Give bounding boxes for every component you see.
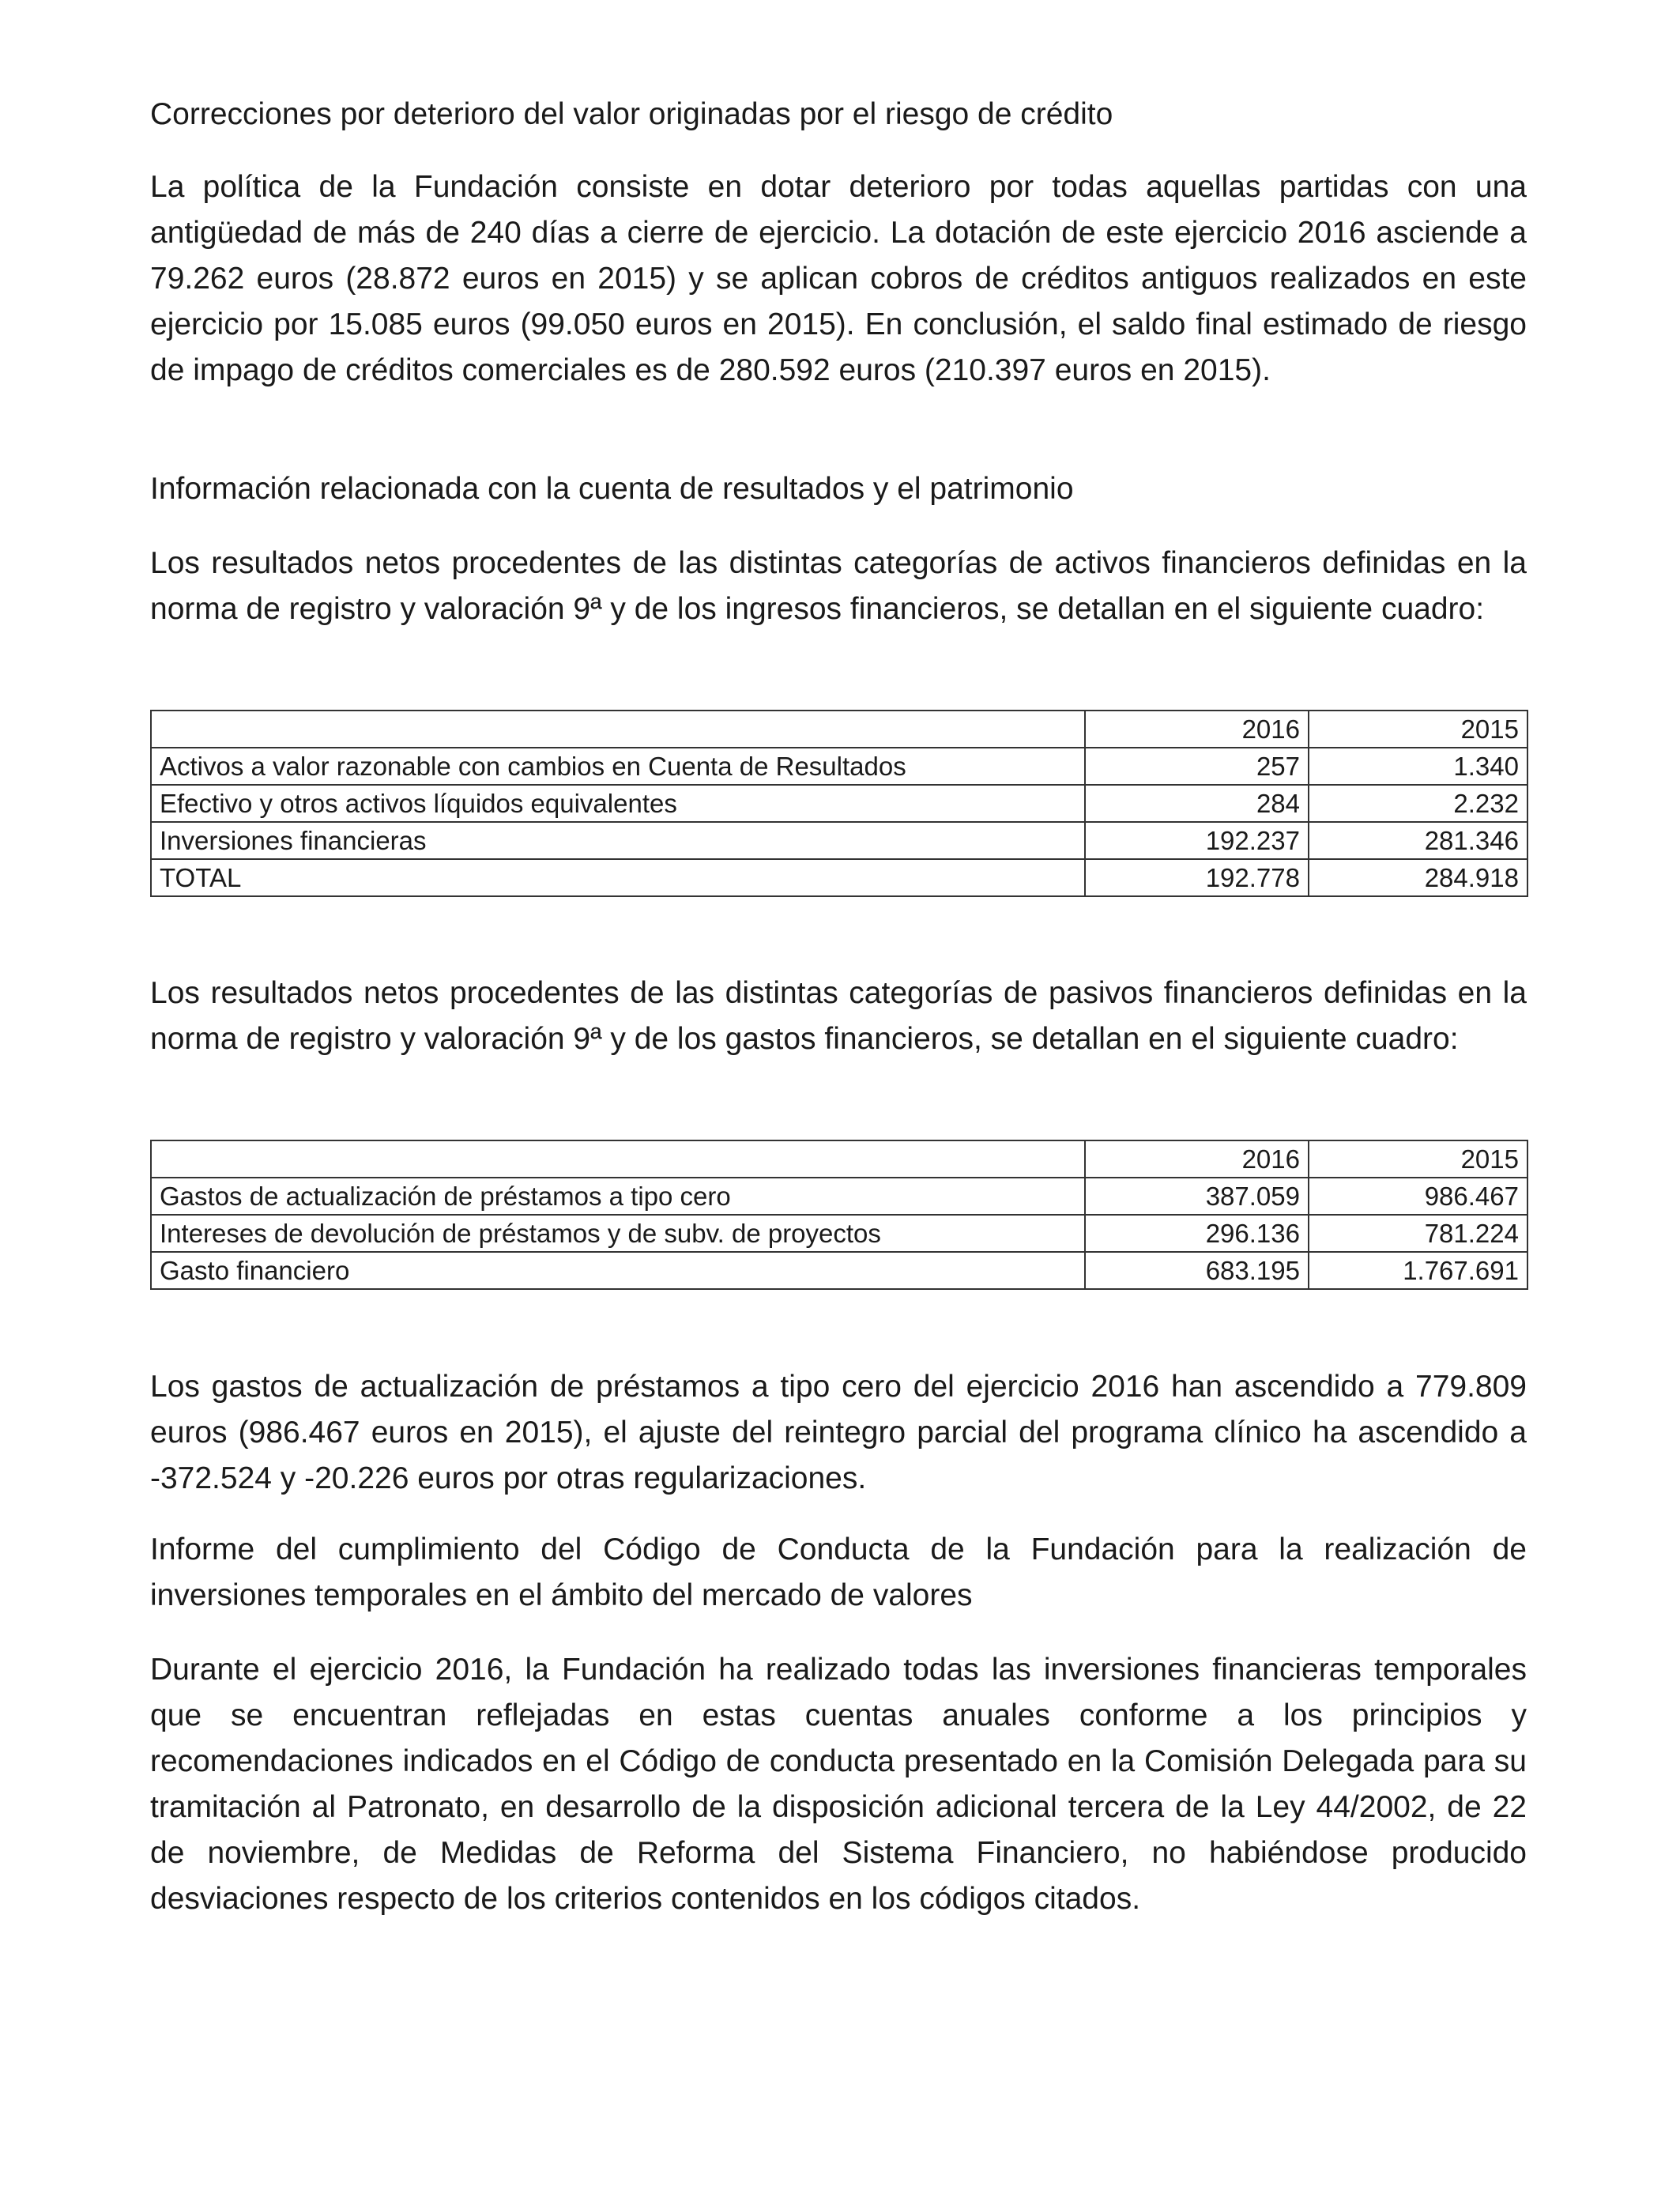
value-2016: 387.059 <box>1085 1178 1309 1215</box>
header-cell-2016: 2016 <box>1085 711 1309 748</box>
row-label: Intereses de devolución de préstamos y de subv. de proyectos <box>151 1215 1085 1252</box>
paragraph-financial-assets-intro: Los resultados netos procedentes de las distintas categorías de activos financieros definidas en la norma de registro y valoración 9ª y de los ingresos financieros, se detallan en el siguiente cuadro: <box>150 546 1527 626</box>
paragraph-code-compliance: Durante el ejercicio 2016, la Fundación ha realizado todas las inversiones financieras temporales que se encuentran reflejadas en estas cuentas anuales conforme a los principios y recomendaciones indicados en el Código de conducta presentado en la Comisión Delegada para su tramitación al Patronato, en desarrollo de la disposición adicional tercera de la Ley 44/2002, de 22 de noviembre, de Medidas de Reforma del Sistema Financiero, no habiéndose producido desviaciones respecto de los criterios contenidos en los códigos citados. <box>150 1653 1527 1916</box>
value-2015: 284.918 <box>1309 859 1527 896</box>
row-label: Gastos de actualización de préstamos a tipo cero <box>151 1178 1085 1215</box>
paragraph-impairment-policy: La política de la Fundación consiste en dotar deterioro por todas aquellas partidas con una antigüedad de más de 240 días a cierre de ejercicio. La dotación de este ejercicio 2016 asciende a 79.262 euros (28.872 euros en 2015) y se aplican cobros de créditos antiguos realizados en este ejercicio por 15.085 euros (99.050 euros en 2015). En conclusión, el saldo final estimado de riesgo de impago de créditos comerciales es de 280.592 euros (210.397 euros en 2015). <box>150 170 1527 387</box>
value-2015: 2.232 <box>1309 785 1527 822</box>
section-heading-credit-impairment: Correcciones por deterioro del valor originadas por el riesgo de crédito <box>150 97 1113 131</box>
value-2016: 192.778 <box>1085 859 1309 896</box>
value-2015: 986.467 <box>1309 1178 1527 1215</box>
value-2016: 257 <box>1085 748 1309 785</box>
row-label: TOTAL <box>151 859 1085 896</box>
header-cell-2015: 2015 <box>1309 711 1527 748</box>
header-cell-2015: 2015 <box>1309 1140 1527 1178</box>
financial-liabilities-table <box>150 1140 1528 1290</box>
section-heading-code-of-conduct: Informe del cumplimiento del Código de Conducta de la Fundación para la realización de inversiones temporales en el ámbito del mercado de valores <box>150 1532 1527 1612</box>
header-cell-label <box>151 1140 1085 1178</box>
financial-assets-table <box>150 710 1528 897</box>
table-header-row <box>151 1140 1527 1178</box>
header-cell-2016: 2016 <box>1085 1140 1309 1178</box>
header-cell-label <box>151 711 1085 748</box>
value-2016: 296.136 <box>1085 1215 1309 1252</box>
table-total-row <box>151 859 1527 896</box>
row-label: Inversiones financieras <box>151 822 1085 859</box>
table-total-row <box>151 1252 1527 1289</box>
table-row <box>151 1215 1527 1252</box>
section-heading-results-info: Información relacionada con la cuenta de resultados y el patrimonio <box>150 472 1074 506</box>
value-2015: 1.767.691 <box>1309 1252 1527 1289</box>
value-2015: 281.346 <box>1309 822 1527 859</box>
value-2015: 781.224 <box>1309 1215 1527 1252</box>
table-header-row <box>151 711 1527 748</box>
value-2016: 284 <box>1085 785 1309 822</box>
row-label: Efectivo y otros activos líquidos equivalentes <box>151 785 1085 822</box>
table-row <box>151 785 1527 822</box>
row-label: Activos a valor razonable con cambios en Cuenta de Resultados <box>151 748 1085 785</box>
row-label: Gasto financiero <box>151 1252 1085 1289</box>
value-2015: 1.340 <box>1309 748 1527 785</box>
paragraph-loan-update-costs: Los gastos de actualización de préstamos a tipo cero del ejercicio 2016 han ascendido a 779.809 euros (986.467 euros en 2015), el ajuste del reintegro parcial del programa clínico ha ascendido a -372.524 y -20.226 euros por otras regularizaciones. <box>150 1370 1527 1495</box>
table-row <box>151 822 1527 859</box>
paragraph-financial-liabilities-intro: Los resultados netos procedentes de las distintas categorías de pasivos financieros definidas en la norma de registro y valoración 9ª y de los gastos financieros, se detallan en el siguiente cuadro: <box>150 976 1527 1056</box>
value-2016: 192.237 <box>1085 822 1309 859</box>
value-2016: 683.195 <box>1085 1252 1309 1289</box>
table-row <box>151 748 1527 785</box>
table-row <box>151 1178 1527 1215</box>
